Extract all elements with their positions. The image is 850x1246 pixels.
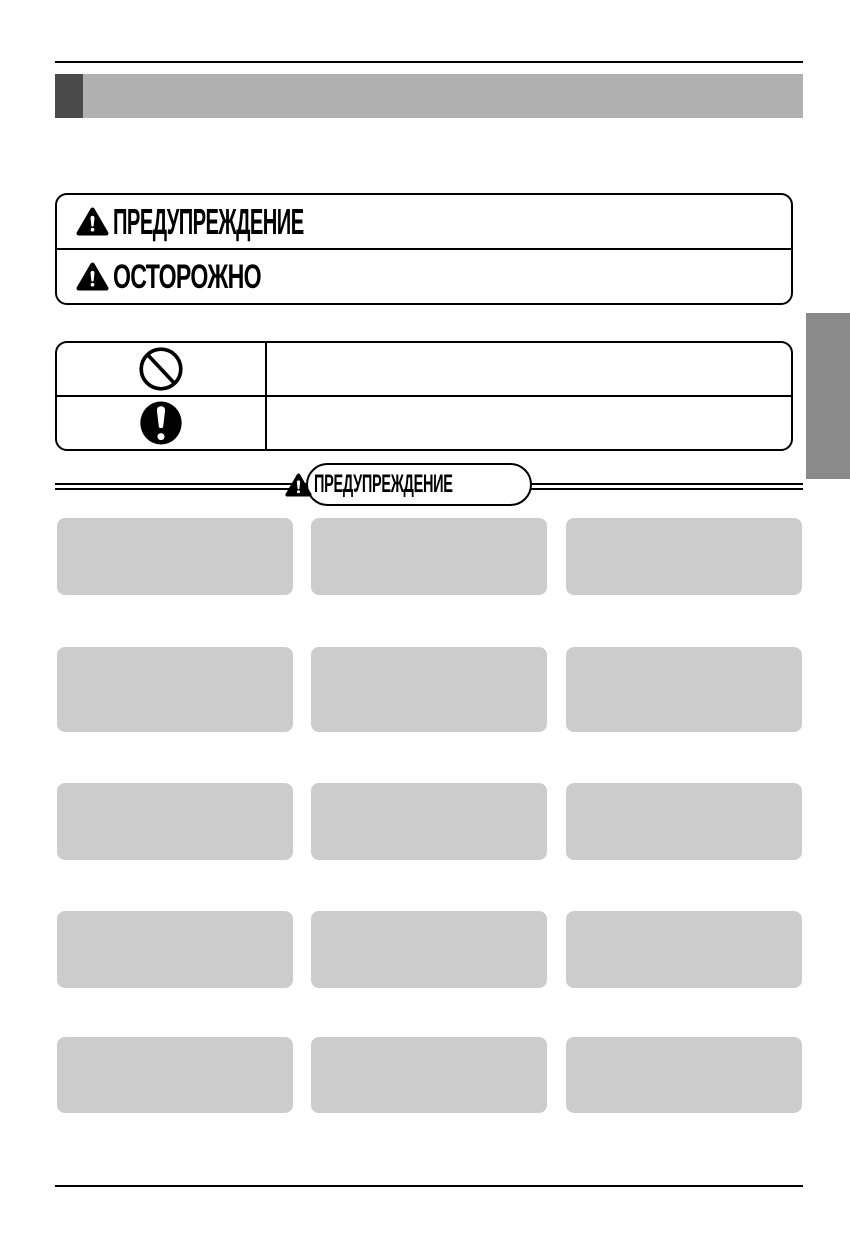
content-placeholder-block: [57, 783, 293, 860]
section-header-accent-square: [55, 74, 83, 118]
mandatory-legend-row: [57, 397, 791, 449]
content-placeholder-block: [311, 518, 547, 595]
caution-definition-row: [57, 250, 791, 303]
mandatory-icon: [138, 401, 184, 445]
page-edge-tab: [806, 313, 850, 479]
section-header-bar: [55, 74, 803, 118]
content-placeholder-block: [566, 911, 802, 988]
warning-triangle-icon: [76, 262, 109, 291]
warning-section-badge: [306, 463, 532, 506]
content-placeholder-block: [311, 911, 547, 988]
symbol-legend-box: [55, 341, 793, 451]
symbol-description-cell: [267, 397, 791, 449]
content-placeholder-block: [57, 518, 293, 595]
content-placeholder-block: [57, 911, 293, 988]
content-placeholder-block: [566, 1037, 802, 1113]
warning-triangle-icon: [76, 207, 109, 236]
prohibition-icon: [137, 346, 185, 392]
symbol-cell: [57, 397, 267, 449]
content-placeholder-block: [566, 518, 802, 595]
content-placeholder-block: [566, 783, 802, 860]
prohibition-legend-row: [57, 343, 791, 397]
content-placeholder-block: [311, 1037, 547, 1113]
content-placeholder-block: [566, 647, 802, 732]
top-rule: [55, 61, 803, 63]
content-placeholder-block: [311, 647, 547, 732]
content-placeholder-block: [57, 1037, 293, 1113]
content-placeholder-block: [57, 647, 293, 732]
warning-label: ПРЕДУПРЕЖДЕНИЕ: [113, 200, 304, 242]
content-placeholder-block: [311, 783, 547, 860]
warning-definition-row: [57, 195, 791, 250]
symbol-cell: [57, 343, 267, 395]
warning-triangle-icon: [285, 473, 312, 497]
caution-label: ОСТОРОЖНО: [113, 257, 261, 296]
warning-definition-box: [55, 193, 793, 305]
symbol-description-cell: [267, 343, 791, 395]
section-badge-label: ПРЕДУПРЕЖДЕНИЕ: [313, 470, 453, 498]
bottom-rule: [55, 1185, 803, 1187]
